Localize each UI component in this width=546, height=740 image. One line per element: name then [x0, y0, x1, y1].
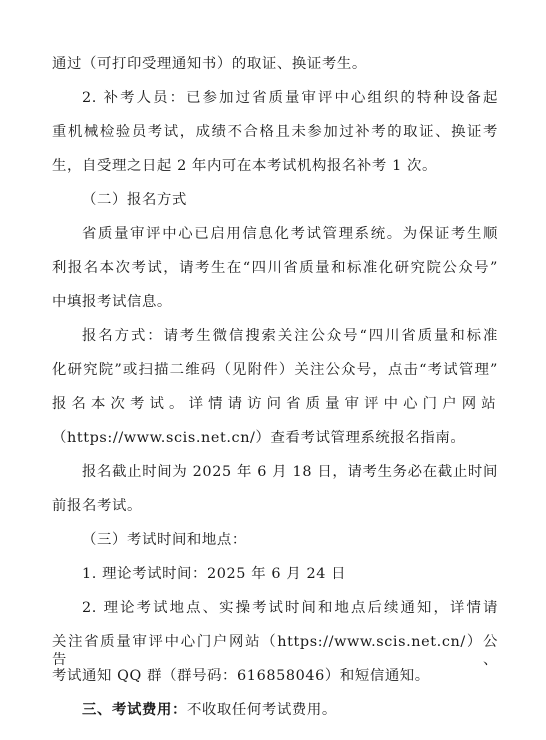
text-line: 1. 理论考试时间：2025 年 6 月 24 日: [82, 566, 347, 582]
text-line: 关注省质量审评中心门户网站（https://www.scis.net.cn/）公告、: [52, 634, 498, 668]
section-heading: 三、考试费用：: [82, 701, 187, 718]
text-line: 报名截止时间为 2025 年 6 月 18 日，请考生务必在截止时间: [82, 464, 498, 480]
text-line: 生，自受理之日起 2 年内可在本考试机构报名补考 1 次。: [52, 158, 437, 174]
text-line: 化研究院”或扫描二维码（见附件）关注公众号，点击“考试管理”: [52, 362, 498, 378]
text-line: （https://www.scis.net.cn/）查看考试管理系统报名指南。: [52, 430, 466, 446]
section-text: 不收取任何考试费用。: [186, 702, 337, 718]
text-line: 通过（可打印受理通知书）的取证、换证考生。: [52, 56, 367, 72]
text-line: 2. 补考人员：已参加过省质量审评中心组织的特种设备起: [82, 90, 498, 106]
section-line: [82, 701, 498, 719]
text-line: 报名本次考试。详情请访问省质量审评中心门户网站: [52, 396, 498, 412]
section-heading: （二）报名方式: [82, 192, 187, 208]
text-line: 省质量审评中心已启用信息化考试管理系统。为保证考生顺: [82, 226, 498, 242]
text-line: 利报名本次考试，请考生在“四川省质量和标准化研究院公众号”: [52, 260, 498, 276]
text-line: 前报名考试。: [52, 498, 142, 514]
text-line: 中填报考试信息。: [52, 294, 172, 310]
text-line: 2. 理论考试地点、实操考试时间和地点后续通知，详情请: [82, 600, 498, 616]
section-heading: （三）考试时间和地点：: [82, 532, 247, 548]
text-line: 重机械检验员考试，成绩不合格且未参加过补考的取证、换证考: [52, 124, 498, 140]
text-line: 报名方式：请考生微信搜索关注公众号“四川省质量和标准: [82, 328, 498, 344]
text-line: 考试通知 QQ 群（群号码：616858046）和短信通知。: [52, 668, 430, 684]
